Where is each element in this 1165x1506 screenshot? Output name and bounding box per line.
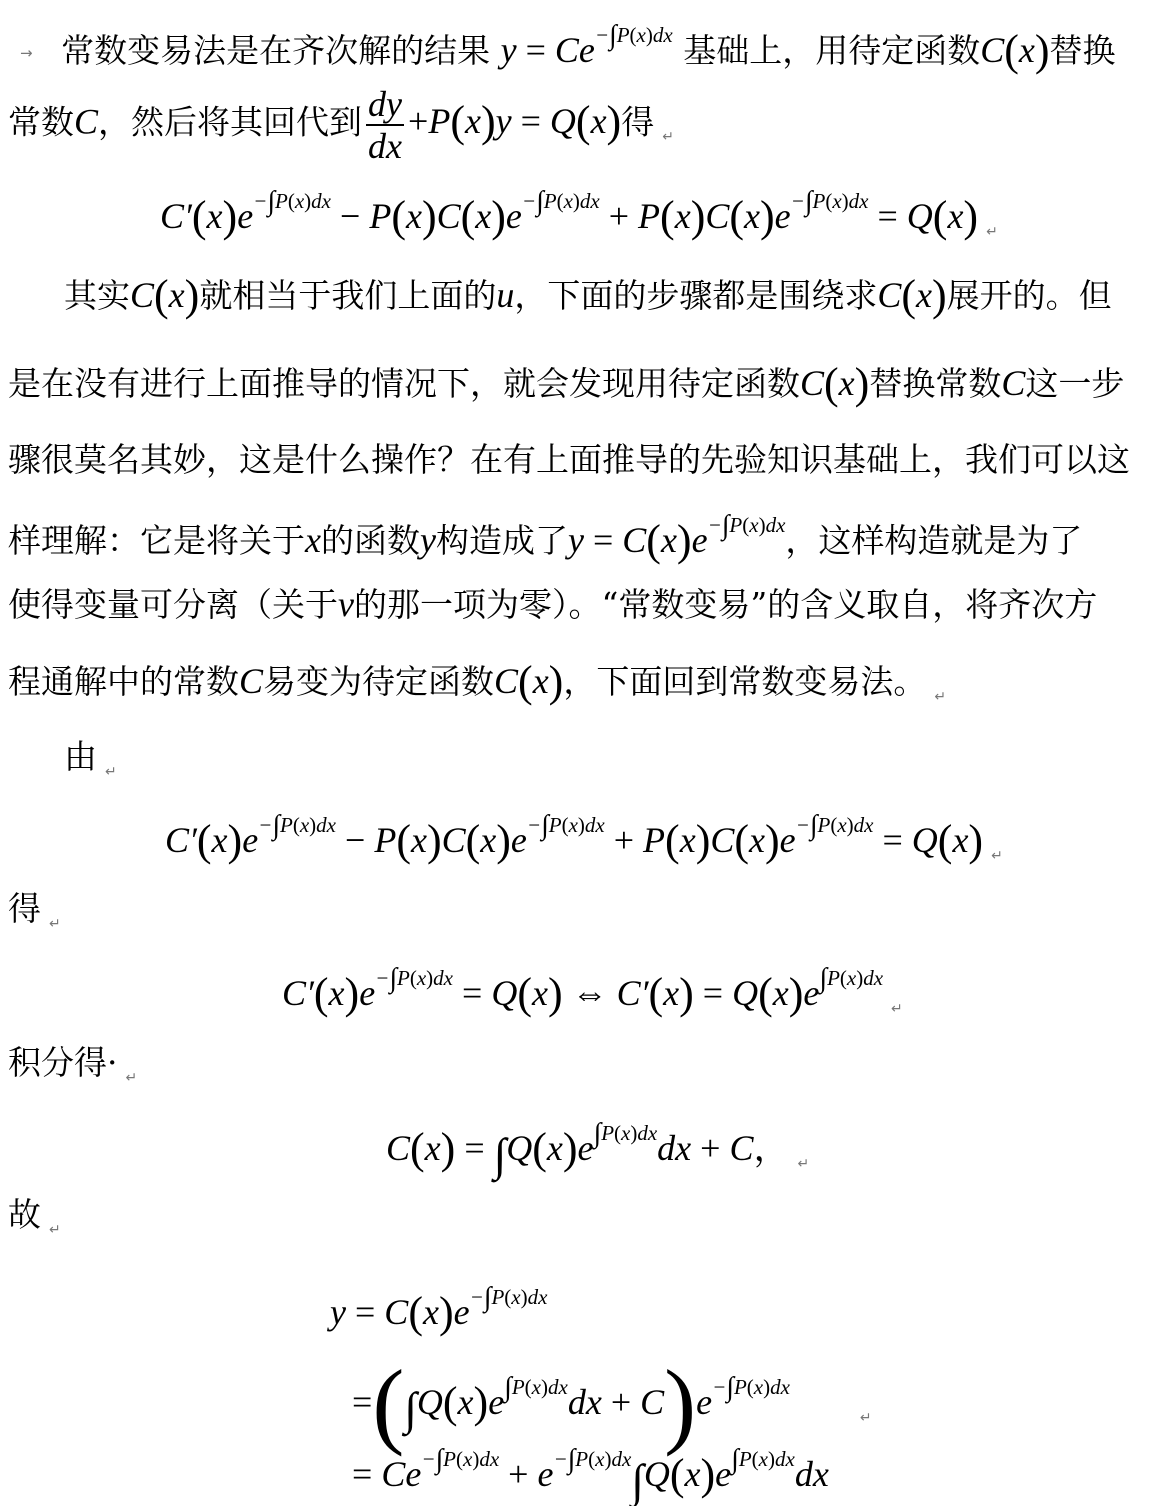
equation-integrated: $C(x) = \int Q(x)e^{\int P(x)dx}dx + C$， $_↵$: [386, 1118, 810, 1180]
math-cx: C(x): [877, 271, 947, 320]
para2-text: 替换常数: [869, 364, 1002, 403]
de-line: [8, 889, 61, 932]
math-cx: C(x): [494, 657, 564, 706]
math-y-equals-ce: $y = Ce^{-\int P(x)dx}$: [500, 20, 673, 70]
para1-text: 常数变易法是在齐次解的结果: [61, 31, 491, 70]
para2-text: 是在没有进行上面推导的情况下，就会发现用待定函数: [8, 364, 800, 403]
you-text: 由: [64, 737, 97, 776]
paragraph-mark: ↵: [934, 689, 947, 705]
para2-text: 易变为待定函数: [263, 662, 495, 701]
para2-line2: [8, 359, 1125, 408]
you-line: [64, 737, 117, 780]
math-c: C: [239, 661, 264, 701]
math-linear-ode: $\frac{dy}{dx}$ +P(x)y = Q(x): [368, 84, 622, 166]
para2-text: ，这样构造就是为了: [785, 521, 1083, 560]
paragraph-mark: ↵: [662, 129, 674, 146]
paragraph-mark: ↵: [125, 1070, 138, 1086]
para2-line1: [64, 271, 1112, 320]
paragraph-mark: ↵: [891, 1001, 903, 1017]
paragraph-mark: ↵: [105, 764, 117, 780]
para2-text: 构造成了: [435, 521, 568, 560]
para2-text: 的函数: [320, 521, 420, 560]
jifen-text: 积分得·: [8, 1043, 118, 1082]
para1-text: 替换: [1049, 31, 1116, 70]
para2-line6: [8, 657, 947, 706]
math-x: x: [305, 520, 321, 560]
paragraph-mark: ↵: [991, 848, 1003, 864]
equation-substituted: $C'(x)e^{-\int P(x)dx} - P(x)C(x)e^{-\int P(x)dx} + P(x)C(x)e^{-\int P(x)dx} = Q(x)$ $_↵$: [160, 186, 998, 241]
tab-arrow-mark: →: [20, 44, 33, 62]
paragraph-mark: ↵: [49, 916, 61, 932]
paragraph-mark: ↵: [797, 1156, 810, 1172]
para2-text: 程通解中的常数: [8, 662, 239, 701]
final-line3: = $Ce^{-\int P(x)dx} + e^{-\int P(x)dx}\int Q(x)e^{\int P(x)dx}dx$: [352, 1444, 829, 1506]
para2-text: ，下面回到常数变易法。: [563, 662, 927, 701]
math-u: u: [496, 275, 515, 315]
para2-text: 使得变量可分离（关于: [8, 585, 338, 624]
para2-text: 骤很莫名其妙，这是什么操作？在有上面推导的先验知识基础上，我们可以这: [8, 440, 1130, 479]
math-c: C: [74, 101, 99, 142]
math-cx: C(x): [130, 271, 200, 320]
math-y: y: [419, 520, 436, 560]
para1-text: ，然后将其回代到: [98, 102, 363, 142]
gu-text: 故: [8, 1195, 41, 1234]
math-c: C: [1001, 363, 1026, 403]
paragraph-mark: ↵: [986, 224, 998, 240]
math-v: v: [338, 584, 354, 624]
equation-simplified: $C'(x)e^{-\int P(x)dx} = Q(x)$ ⇔ $C'(x) = Q(x)e^{\int P(x)dx}_↵$: [282, 963, 903, 1018]
para2-text: 样理解：它是将关于: [8, 521, 305, 560]
final-line2: $=(\int Q(x)e^{\int P(x)dx}dx + C)e^{-\int P(x)dx}_↵$: [352, 1350, 872, 1457]
para2-line3: [8, 440, 1130, 479]
para2-text: 就相当于我们上面的: [199, 276, 497, 315]
para2-line5: [8, 586, 1097, 622]
para1-line2: [8, 86, 674, 164]
para2-text: ，下面的步骤都是围绕求: [514, 276, 878, 315]
gu-line: [8, 1195, 61, 1238]
math-cx: C(x): [800, 359, 870, 408]
para1-text: 基础上，用待定函数: [683, 31, 981, 70]
para2-text: 的那一项为零）。“常数变易”的含义取自，将齐次方: [353, 585, 1098, 624]
para2-text: 其实: [64, 276, 130, 315]
de-text: 得: [8, 889, 41, 928]
para2-text: 展开的。但: [946, 276, 1112, 315]
equation-restated: $C'(x)e^{-\int P(x)dx} - P(x)C(x)e^{-\int P(x)dx} + P(x)C(x)e^{-\int P(x)dx} = Q(x)$ $_↵$: [165, 810, 1003, 865]
para1-text: 得: [621, 102, 655, 142]
para2-line4: [8, 512, 1082, 563]
jifen-line: [8, 1043, 138, 1086]
para1-line1: [20, 22, 1116, 73]
para2-text: 这一步: [1025, 364, 1125, 403]
math-y-construction: $y = C(x)e^{-\int P(x)dx}$: [567, 510, 786, 565]
para1-text: 常数: [8, 102, 74, 142]
paragraph-mark: ↵: [49, 1222, 61, 1238]
final-line1: $y = C(x)e^{-\int P(x)dx}$: [330, 1282, 548, 1337]
math-cx: C(x): [980, 26, 1050, 75]
paragraph-mark: ↵: [859, 1410, 872, 1426]
